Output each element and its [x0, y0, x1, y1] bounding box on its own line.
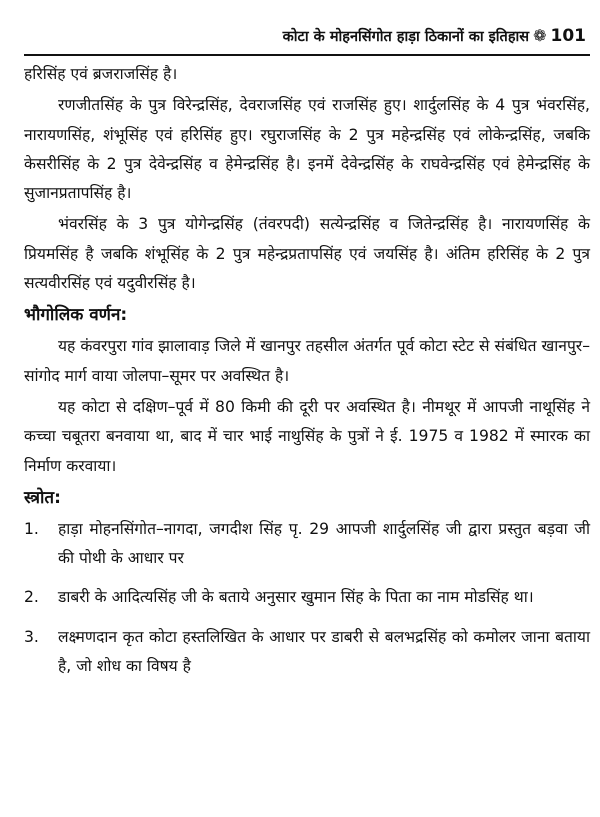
paragraph: हरिसिंह एवं ब्रजराजसिंह है।: [24, 65, 178, 83]
list-item: [24, 583, 590, 612]
page-number: 101: [550, 26, 586, 46]
header-title: कोटा के मोहनसिंगोत हाड़ा ठिकानों का इतिहास: [282, 29, 530, 45]
sources-list: [24, 515, 590, 681]
list-item-text: हाड़ा मोहनसिंगोत–नागदा, जगदीश सिंह पृ. 29 आपजी शार्दुलसिंह जी द्वारा प्रस्तुत बड़वा जी की पोथी के आधार पर: [58, 519, 590, 568]
list-item: [24, 515, 590, 574]
page-content: [24, 60, 590, 691]
header-rule: [24, 54, 590, 56]
paragraph: यह कोटा से दक्षिण–पूर्व में 80 किमी की दूरी पर अवस्थित है। नीमथूर में आपजी नाथूसिंह ने कच्चा चबूतरा बनवाया था, बाद में चार भाई नाथुसिंह के पुत्रों ने ई. 1975 व 1982 में स्मारक का निर्माण करवाया।: [24, 397, 590, 475]
paragraph: यह कंवरपुरा गांव झालावाड़ जिले में खानपुर तहसील अंतर्गत पूर्व कोटा स्टेट से संबंधित खानपुर–सांगोद मार्ग वाया जोलपा–सूमर पर अवस्थित है।: [24, 337, 590, 385]
list-item-number: 2.: [24, 588, 39, 607]
section-heading-geography: भौगोलिक वर्णन:: [24, 305, 128, 326]
list-item-number: 1.: [24, 519, 39, 538]
running-header: [283, 26, 586, 46]
section-heading-sources: स्त्रोत:: [24, 487, 61, 508]
list-item-text: लक्ष्मणदान कृत कोटा हस्तलिखित के आधार पर डाबरी से बलभद्रसिंह को कमोलर जाना बताया है, जो शोध का विषय है: [58, 627, 590, 676]
list-item-number: 3.: [24, 627, 39, 646]
paragraph: रणजीतसिंह के पुत्र विरेन्द्रसिंह, देवराजसिंह एवं राजसिंह हुए। शार्दुलसिंह के 4 पुत्र भंवरसिंह, नारायणसिंह, शंभूसिंह एवं हरिसिंह हुए। रघुराजसिंह के 2 पुत्र महेन्द्रसिंह एवं लोकेन्द्रसिंह, जबकि केसरीसिंह के 2 पुत्र देवेन्द्रसिंह व हेमेन्द्रसिंह है। इनमें देवेन्द्रसिंह के राघवेन्द्रसिंह एवं हेमेन्द्रसिंह के सुजानप्रतापसिंह है।: [24, 96, 590, 203]
flower-ornament-icon: ❁: [533, 26, 547, 45]
list-item-text: डाबरी के आदित्यसिंह जी के बताये अनुसार खुमान सिंह के पिता का नाम मोडसिंह था।: [58, 588, 534, 607]
list-item: [24, 623, 590, 682]
paragraph: भंवरसिंह के 3 पुत्र योगेन्द्रसिंह (तंवरपदी) सत्येन्द्रसिंह व जितेन्द्रसिंह है। नारायणसिंह के प्रियमसिंह है जबकि शंभूसिंह के 2 पुत्र महेन्द्रप्रतापसिंह एवं जयसिंह है। अंतिम हरिसिंह के 2 पुत्र सत्यवीरसिंह एवं यदुवीरसिंह है।: [24, 215, 590, 293]
